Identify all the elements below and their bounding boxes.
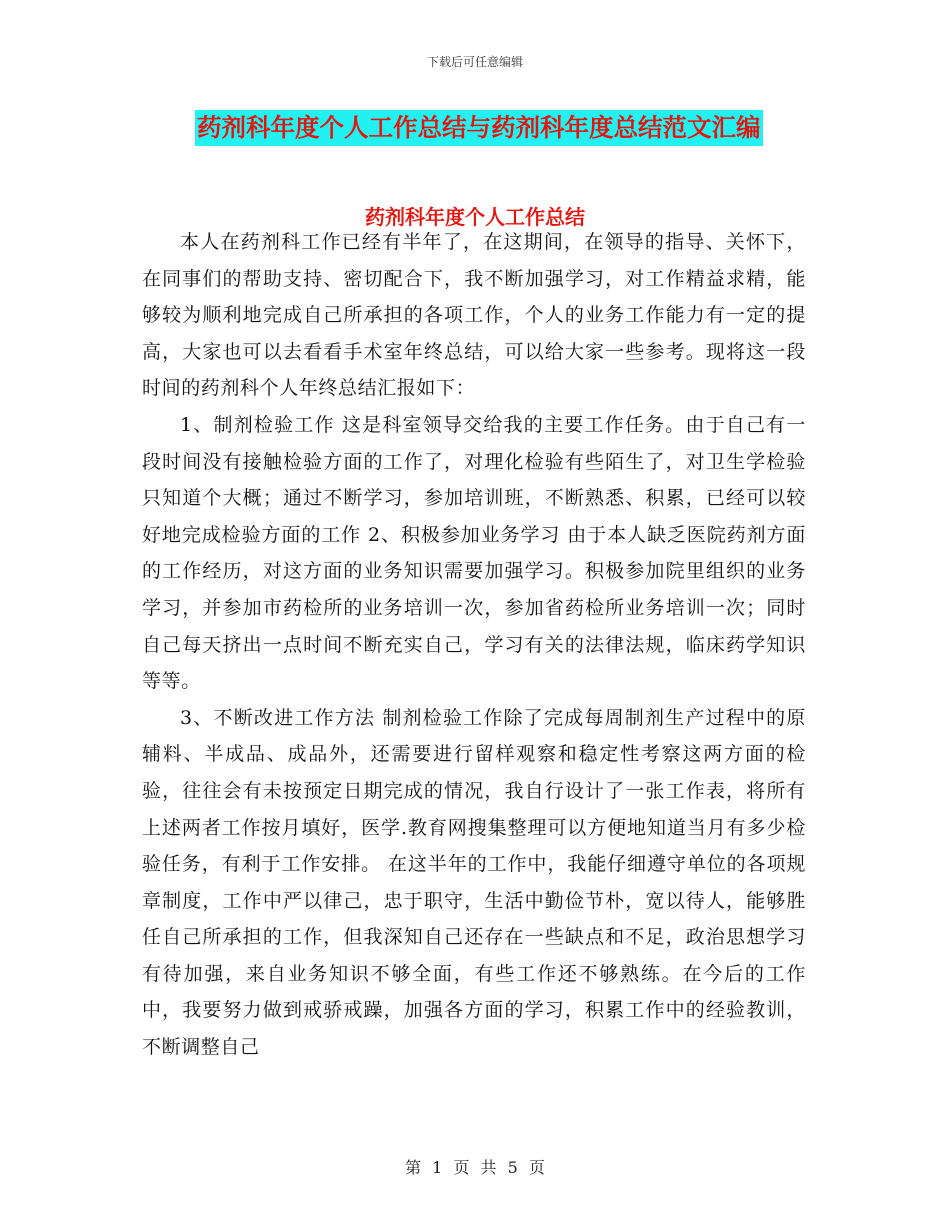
header-note: 下载后可任意编辑 — [426, 55, 523, 69]
paragraph-intro: 本人在药剂科工作已经有半年了，在这期间，在领导的指导、关怀下，在同事们的帮助支持、密切配合下，我不断加强学习，对工作精益求精，能够较为顺利地完成自己所承担的各项工作，个人的业务工作能力有一定的提高，大家也可以去看看手术室年终总结，可以给大家一些参考。现将这一段时间的药剂科个人年终总结汇报如下： — [142, 231, 806, 400]
paragraph-item-3: 3、不断改进工作方法 制剂检验工作除了完成每周制剂生产过程中的原辅料、半成品、成品外，还需要进行留样观察和稳定性考察这两方面的检验，往往会有未按预定日期完成的情况，我自行设计了一张工作表，将所有上述两者工作按月填好，医学.教育网搜集整理可以方便地知道当月有多少检验任务，有利于工作安排。 在这半年的工作中，我能仔细遵守单位的各项规章制度，工作中严以律己，忠于职守，生活中勤俭节朴，宽以待人，能够胜任自己所承担的工作，但我深知自己还存在一些缺点和不足，政治思想学习有待加强，来自业务知识不够全面，有些工作还不够熟练。在今后的工作中，我要努力做到戒骄戒躁，加强各方面的学习，积累工作中的经验教训，不断调整自己 — [142, 706, 806, 1059]
paragraph-item-1-2: 1、制剂检验工作 这是科室领导交给我的主要工作任务。由于自己有一段时间没有接触检验方面的工作了，对理化检验有些陌生了，对卫生学检验只知道个大概；通过不断学习，参加培训班，不断熟悉、积累，已经可以较好地完成检验方面的工作 2、积极参加业务学习 由于本人缺乏医院药剂方面的工作经历，对这方面的业务知识需要加强学习。积极参加院里组织的业务学习，并参加市药检所的业务培训一次，参加省药检所业务培训一次；同时自己每天挤出一点时间不断充实自己，学习有关的法律法规，临床药学知识等等。 — [142, 413, 806, 693]
page-number: 第 1 页 共 5 页 — [405, 1158, 545, 1177]
section-title: 药剂科年度个人工作总结 — [365, 205, 585, 229]
document-body — [142, 224, 806, 1066]
document-title: 药剂科年度个人工作总结与药剂科年度总结范文汇编 — [195, 110, 763, 146]
document-title-block — [195, 110, 763, 146]
